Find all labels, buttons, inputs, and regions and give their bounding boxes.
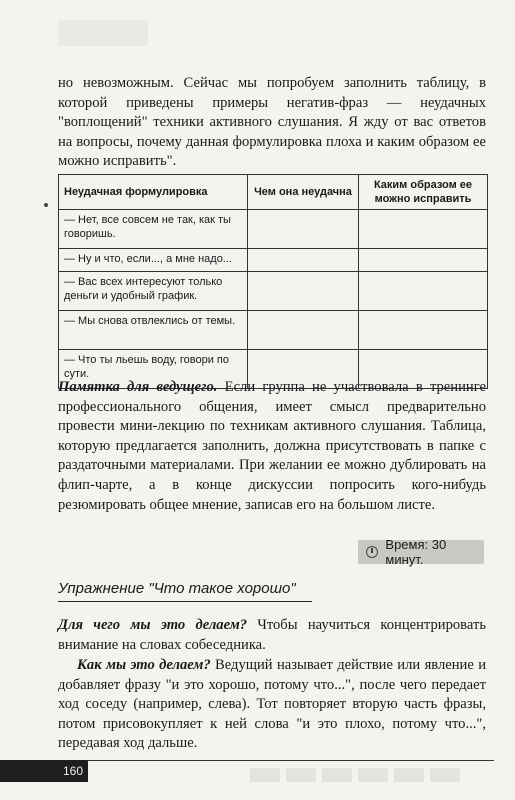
column-header: Неудачная формулировка	[59, 175, 248, 210]
phrase-cell: — Что ты льешь воду, говори по сути.	[59, 350, 248, 389]
why-lead: Для чего мы это делаем?	[58, 617, 248, 633]
table-row	[59, 210, 488, 249]
time-label: Время: 30 минут.	[385, 537, 447, 567]
empty-cell	[359, 311, 488, 350]
time-badge	[358, 537, 484, 567]
facilitator-note-text: Если группа не участвовала в тренинге профессионального общения, имеет смысл предварительно провести мини-лекцию по техникам активного слушания. Таблица, которую предлагается заполнить, должна присутствовать в папке с раздаточными материалами. При желании ее можно дублировать на флип-чарте, а в конце дискуссии попросить кого-нибудь резюмировать общее мнение, записав его на большом листе.	[58, 379, 486, 513]
title-underline	[58, 601, 312, 602]
show-through-mark	[58, 20, 148, 46]
clock-icon	[364, 544, 379, 560]
how-paragraph	[58, 656, 486, 754]
facilitator-note	[58, 378, 486, 515]
phrase-cell: — Мы снова отвлеклись от темы.	[59, 311, 248, 350]
how-lead: Как мы это делаем?	[77, 657, 211, 673]
why-paragraph	[58, 616, 486, 655]
why-text: Чтобы научиться концентрировать внимание на словах собеседника.	[58, 617, 487, 653]
table-row	[59, 249, 488, 272]
column-header: Каким образом ее можно исправить	[359, 175, 488, 210]
intro-paragraph: но невозможным. Сейчас мы попробуем заполнить таблицу, в которой приведены примеры негатив-фраз — неудачных "воплощений" техники активного слушания. Я жду от вас ответов на вопросы, почему данная формулировка плоха и каким образом ее можно исправить".	[58, 75, 486, 170]
table-row	[59, 311, 488, 350]
phrase-cell: — Нет, все совсем не так, как ты говоришь.	[59, 210, 248, 249]
empty-cell	[359, 249, 488, 272]
margin-dot	[44, 203, 48, 207]
show-through-text	[250, 768, 460, 782]
column-header: Чем она неудачна	[248, 175, 359, 210]
phrase-cell: — Ну и что, если..., а мне надо...	[59, 249, 248, 272]
facilitator-note-lead: Памятка для ведущего.	[58, 379, 218, 395]
table-row	[59, 272, 488, 311]
empty-cell	[248, 311, 359, 350]
empty-cell	[248, 249, 359, 272]
empty-cell	[359, 210, 488, 249]
empty-cell	[248, 272, 359, 311]
table-header-row	[59, 175, 488, 210]
footer-rule	[58, 760, 494, 761]
how-text: Ведущий называет действие или явление и добавляет фразу "и это хорошо, потому что...", после чего передает ход соседу (например, слева). Тот повторяет вторую часть фразы, потом присовокупляет к ней слова "и это плохо, потому что...", передавая ход дальше.	[58, 657, 486, 752]
negative-phrases-table	[58, 174, 488, 389]
exercise-title: Упражнение "Что такое хорошо"	[58, 580, 296, 597]
page-number: 160	[0, 760, 88, 782]
empty-cell	[248, 210, 359, 249]
empty-cell	[359, 272, 488, 311]
phrase-cell: — Вас всех интересуют только деньги и удобный график.	[59, 272, 248, 311]
